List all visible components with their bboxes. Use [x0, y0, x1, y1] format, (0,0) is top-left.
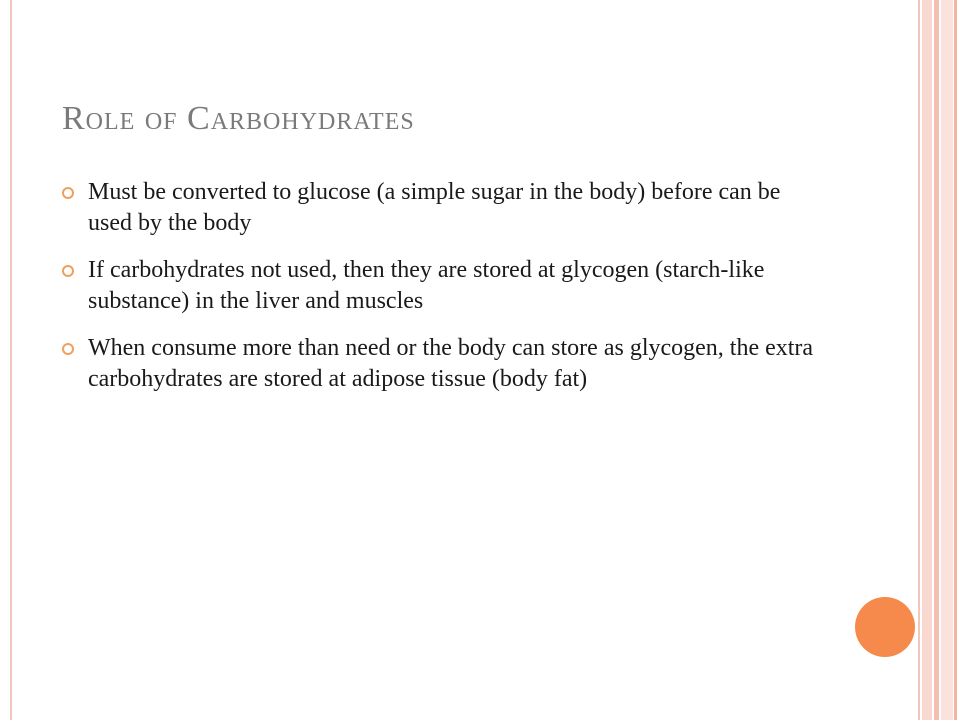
list-item [62, 255, 822, 317]
bullet-text: When consume more than need or the body can store as glycogen, the extra carbohydrates are stored at adipose tissue (body fat) [88, 335, 814, 392]
list-item [62, 333, 822, 395]
bullet-circle-icon [62, 343, 74, 355]
bullet-text: If carbohydrates not used, then they are stored at glycogen (starch-like substance) in the liver and muscles [88, 257, 765, 314]
bullet-text: Must be converted to glucose (a simple sugar in the body) before can be used by the body [88, 179, 781, 236]
right-stripe-1 [922, 0, 932, 720]
bullet-circle-icon [62, 187, 74, 199]
bullet-list [62, 177, 822, 411]
right-stripe-4 [954, 0, 957, 720]
slide-title: Role of Carbohydrates [62, 100, 415, 137]
right-stripe-2 [934, 0, 939, 720]
list-item [62, 177, 822, 239]
decorative-circle [855, 597, 915, 657]
bullet-circle-icon [62, 265, 74, 277]
right-stripe-3 [941, 0, 953, 720]
